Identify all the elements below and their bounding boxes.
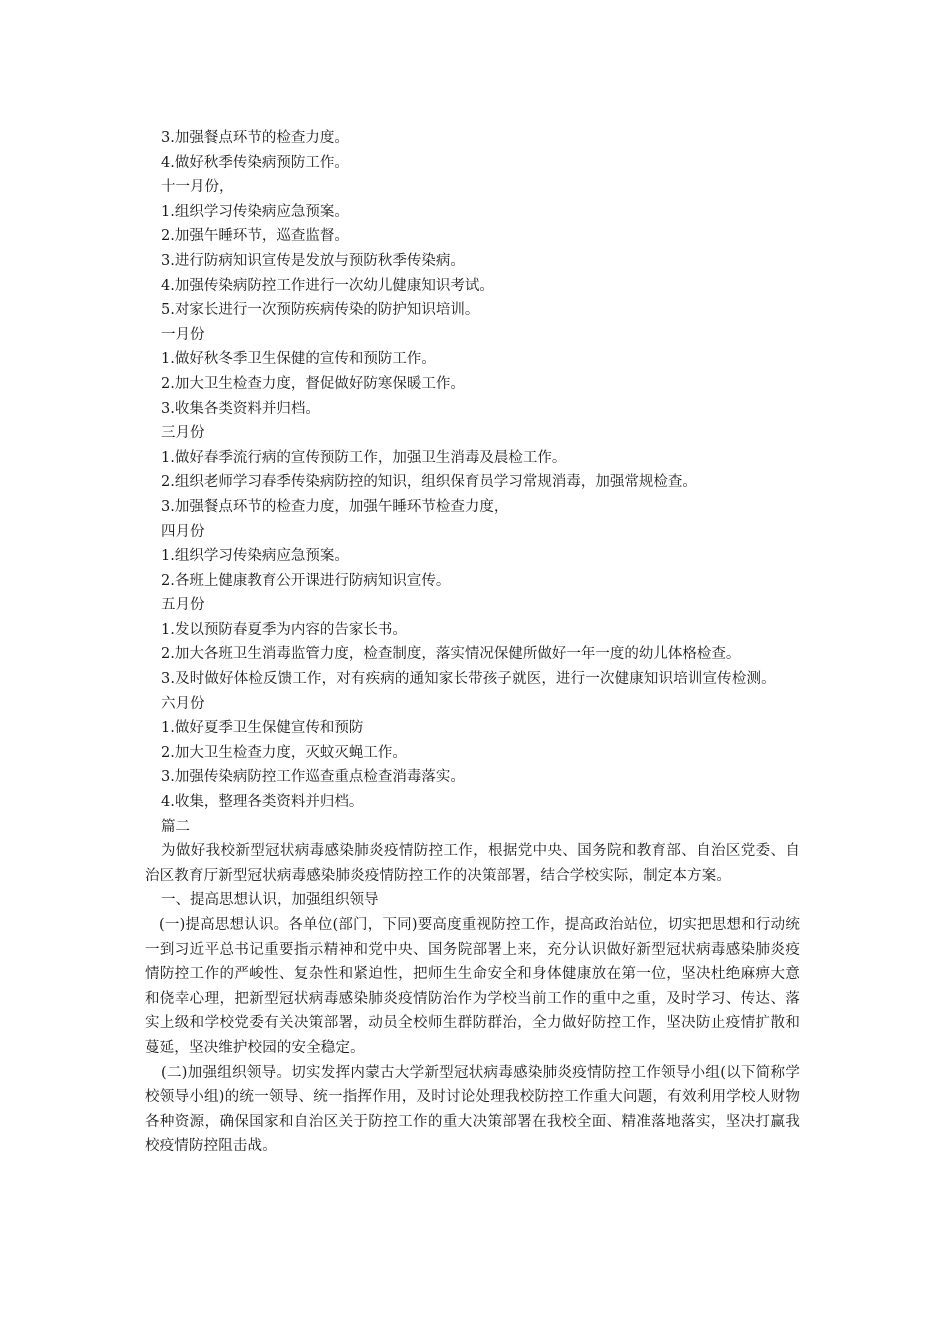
text-line: 4.做好秋季传染病预防工作。 xyxy=(161,154,349,171)
text-line: 3.加强餐点环节的检查力度，加强午睡环节检查力度， xyxy=(161,498,509,515)
paragraph-thought: (一)提高思想认识。各单位(部门，下同)要高度重视防控工作，提高政治站位，切实把思想和行动统一到习近平总书记重要指示精神和党中央、国务院部署上来，充分认识做好新型冠状病毒感染肺炎疫情防控工作的严峻性、复杂性和紧迫性，把师生生命安全和身体健康放在第一位，坚决杜绝麻痹大意和侥幸心理，把新型冠状病毒感染肺炎疫情防治作为学校当前工作的重中之重，及时学习、传达、落实上级和学校党委有关决策部署，动员全校师生群防群治，全力做好防控工作，坚决防止疫情扩散和蔓延，坚决维护校园的安全稳定。 xyxy=(145,917,800,1056)
paragraph-checkup: 3.及时做好体检反馈工作，对有疾病的通知家长带孩子就医，进行一次健康知识培训宣传检测。 xyxy=(161,671,776,688)
text-line: 3.加强餐点环节的检查力度。 xyxy=(161,130,349,146)
text-line: 3.进行防病知识宣传是发放与预防秋季传染病。 xyxy=(161,252,465,269)
section-heading: 一、提高思想认识，加强组织领导 xyxy=(161,892,379,909)
text-line: 2.加大卫生检查力度，灭蚊灭蝇工作。 xyxy=(161,744,407,761)
section-heading: 篇二 xyxy=(161,818,190,835)
text-line: 2.各班上健康教育公开课进行防病知识宣传。 xyxy=(161,572,451,589)
text-line: 3.加强传染病防控工作巡查重点检查消毒落实。 xyxy=(161,769,465,786)
month-heading: 三月份 xyxy=(161,425,205,442)
text-line: 2.加大各班卫生消毒监管力度，检查制度，落实情况保健所做好一年一度的幼儿体格检查。 xyxy=(161,646,741,663)
month-heading: 四月份 xyxy=(161,523,205,540)
text-line: 1.做好春季流行病的宣传预防工作，加强卫生消毒及晨检工作。 xyxy=(161,449,567,466)
month-heading: 十一月份， xyxy=(161,179,234,196)
paragraph-leader: (二)加强组织领导。切实发挥内蒙古大学新型冠状病毒感染肺炎疫情防控工作领导小组(以下简称学校领导小组)的统一领导、统一指挥作用，及时讨论处理我校防控工作重大问题，有效利用学校人财物各种资源，确保国家和自治区关于防控工作的重大决策部署在我校全面、精准落地落实，坚决打赢我校疫情防控阻击战。 xyxy=(145,1064,800,1155)
text-line: 2.加大卫生检查力度，督促做好防寒保暖工作。 xyxy=(161,375,465,392)
text-line: 1.做好秋冬季卫生保健的宣传和预防工作。 xyxy=(161,351,436,368)
text-line: 4.加强传染病防控工作进行一次幼儿健康知识考试。 xyxy=(161,277,494,294)
text-line: 1.组织学习传染病应急预案。 xyxy=(161,203,349,220)
text-line: 2.组织老师学习春季传染病防控的知识，组织保育员学习常规消毒，加强常规检查。 xyxy=(161,474,697,491)
text-line: 4.收集，整理各类资料并归档。 xyxy=(161,794,364,811)
text-line: 5.对家长进行一次预防疾病传染的防护知识培训。 xyxy=(161,302,480,319)
text-line: 3.收集各类资料并归档。 xyxy=(161,400,320,417)
text-line: 1.组织学习传染病应急预案。 xyxy=(161,548,349,565)
text-line: 1.发以预防春夏季为内容的告家长书。 xyxy=(161,621,407,638)
month-heading: 五月份 xyxy=(161,597,205,614)
paragraph-intro: 为做好我校新型冠状病毒感染肺炎疫情防控工作，根据党中央、国务院和教育部、自治区党委、自治区教育厅新型冠状病毒感染肺炎疫情防控工作的决策部署，结合学校实际，制定本方案。 xyxy=(145,843,800,884)
month-heading: 一月份 xyxy=(161,326,205,343)
text-line: 2.加强午睡环节，巡查监督。 xyxy=(161,228,349,245)
month-heading: 六月份 xyxy=(161,695,205,712)
text-line: 1.做好夏季卫生保健宣传和预防 xyxy=(161,720,364,737)
document-page xyxy=(145,126,800,1159)
